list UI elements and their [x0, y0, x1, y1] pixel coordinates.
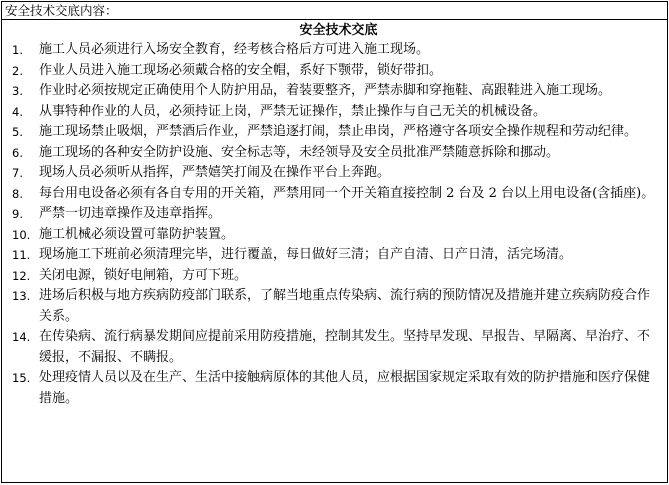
safety-briefing-sheet	[1, 1, 668, 483]
rule-number: 6.	[12, 145, 23, 160]
briefing-content-label: 安全技术交底内容：	[2, 2, 667, 20]
rule-text: 施工现场禁止吸烟，严禁酒后作业，严禁追逐打闹，禁止串岗，严格遵守各项安全操作规程和劳动纪律。	[39, 124, 638, 139]
rule-text: 进场后积极与地方疾病防疫部门联系，了解当地重点传染病、流行病的预防情况及措施并建立疾病防疫合作关系。	[39, 288, 651, 324]
rule-text: 从事特种作业的人员，必须持证上岗，严禁无证操作，禁止操作与自己无关的机械设备。	[39, 103, 547, 119]
rule-number: 12.	[12, 268, 31, 283]
rules-list	[2, 40, 667, 409]
rule-number: 2.	[12, 63, 23, 78]
rule-text: 施工现场的各种安全防护设施、安全标志等，未经领导及安全员批准严禁随意拆除和挪动。	[39, 144, 560, 160]
rule-item	[2, 61, 667, 82]
rule-item	[2, 40, 667, 61]
document-title: 安全技术交底	[299, 23, 378, 38]
rule-text: 关闭电源，锁好电闸箱，方可下班。	[39, 267, 248, 283]
rule-number: 7.	[12, 166, 23, 180]
rule-text: 现场人员必须听从指挥，严禁嬉笑打闹及在操作平台上奔跑。	[39, 165, 391, 180]
rule-text: 在传染病、流行病暴发期间应提前采用防疫措施，控制其发生。坚持早发现、早报告、早隔离、早治疗、不缓报，不漏报、不瞒报。	[39, 329, 651, 365]
rule-number: 8.	[12, 186, 23, 201]
rule-text: 处理疫情人员以及在生产、生活中接触病原体的其他人员，应根据国家规定采取有效的防护措施和医疗保健措施。	[39, 370, 651, 406]
rule-text: 严禁一切违章操作及违章指挥。	[39, 206, 222, 221]
rule-item	[2, 143, 667, 164]
rule-number: 14.	[12, 330, 31, 344]
rule-item	[2, 204, 667, 225]
rule-text: 施工人员必须进行入场安全教育，经考核合格后方可进入施工现场。	[39, 42, 430, 57]
rule-number: 10.	[12, 227, 31, 242]
rule-number: 15.	[12, 371, 31, 385]
rule-item	[2, 163, 667, 184]
rule-item	[2, 368, 667, 409]
rule-text: 作业时必须按规定正确使用个人防护用品，着装要整齐，严禁赤脚和穿拖鞋、高跟鞋进入施工现场。	[39, 83, 612, 98]
rule-number: 4.	[12, 104, 23, 119]
rule-number: 11.	[12, 248, 31, 262]
rule-item	[2, 81, 667, 102]
rule-item	[2, 327, 667, 368]
rule-text: 现场施工下班前必须清理完毕，进行覆盖，每日做好三清；自产自清、日产日清，活完场清。	[39, 247, 573, 262]
rule-number: 9.	[12, 207, 23, 221]
rule-item	[2, 122, 667, 143]
rule-text: 施工机械必须设置可靠防护装置。	[39, 226, 235, 242]
rule-item	[2, 286, 667, 327]
rule-number: 13.	[12, 289, 31, 303]
rule-item	[2, 184, 667, 205]
rule-item	[2, 245, 667, 266]
rule-text: 每台用电设备必须有各自专用的开关箱，严禁用同一个开关箱直接控制 2 台及 2 台以上用电设备(含插座)。	[39, 185, 655, 201]
rule-item	[2, 225, 667, 246]
rule-number: 1.	[12, 43, 23, 57]
rule-text: 作业人员进入施工现场必须戴合格的安全帽，系好下颚带，锁好带扣。	[39, 62, 443, 78]
rule-number: 3.	[12, 84, 23, 98]
rule-item	[2, 266, 667, 287]
rule-item	[2, 102, 667, 123]
rule-number: 5.	[12, 125, 23, 139]
